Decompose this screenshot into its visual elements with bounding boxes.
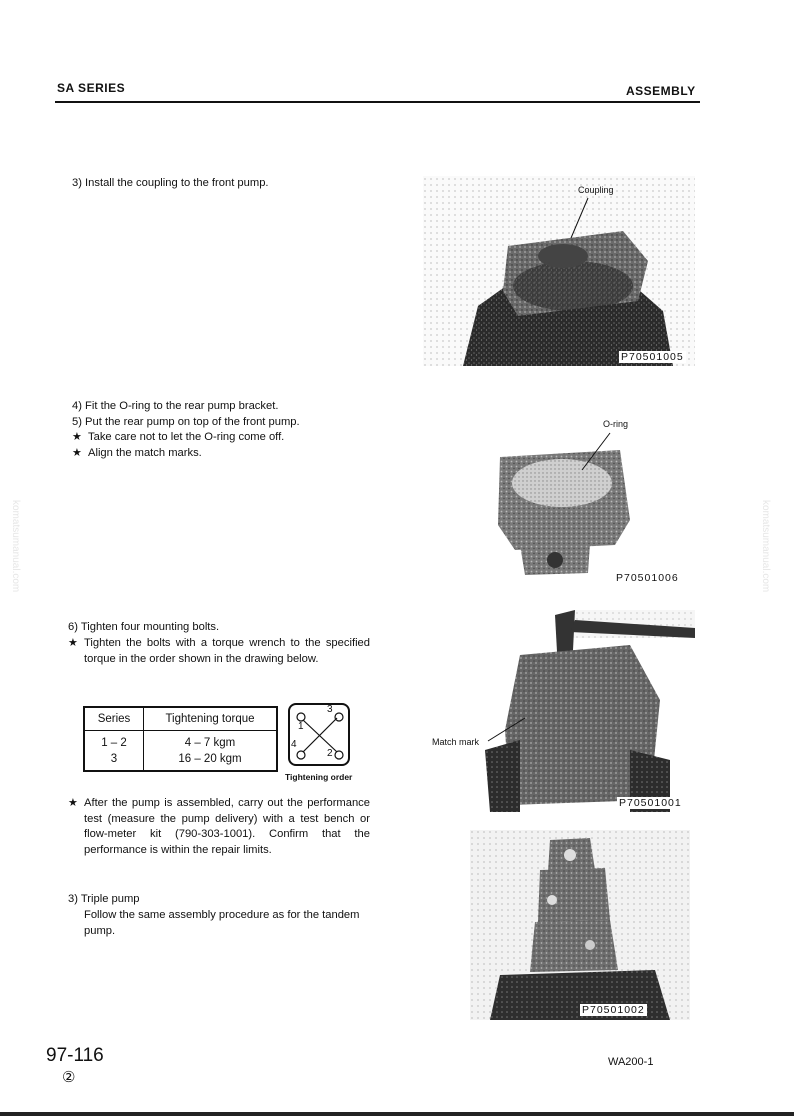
tightening-order-caption: Tightening order: [285, 772, 353, 782]
model-code: WA200-1: [608, 1056, 654, 1068]
triple-pump-title: 3) Triple pump: [68, 893, 140, 905]
pump-match-mark-image: [430, 610, 695, 812]
bolt-pattern-icon: [285, 700, 355, 770]
tightening-order-diagram: [285, 700, 355, 770]
star-icon: ★: [68, 637, 79, 649]
pump-oring-image: [470, 415, 695, 587]
photo-coupling-code: P70501005: [621, 351, 684, 363]
photo-match-mark-code: P70501001: [619, 797, 682, 809]
watermark-left: komatsumanual.com: [10, 500, 21, 593]
order-num-1: 1: [298, 721, 304, 732]
star-icon: ★: [68, 797, 79, 809]
page-number: 97-116: [46, 1045, 104, 1066]
header-section: ASSEMBLY: [626, 84, 696, 98]
photo-oring-code: P70501006: [616, 572, 679, 584]
order-num-4: 4: [291, 739, 297, 750]
step-6-note: [68, 636, 370, 667]
step-6-note-text: Tighten the bolts with a torque wrench to the specified torque in the order shown in the drawing below.: [84, 637, 370, 665]
col-torque: Tightening torque: [144, 707, 278, 731]
step-5: 5) Put the rear pump on top of the front pump.: [72, 415, 300, 428]
note-match-text: Align the match marks.: [88, 446, 202, 459]
cell-torque: 16 – 20 kgm: [144, 751, 278, 771]
step-4: 4) Fit the O-ring to the rear pump bracket.: [72, 400, 279, 412]
photo-oring-label: O-ring: [603, 419, 629, 429]
watermark-right: komatsumanual.com: [760, 500, 771, 593]
note-match: [72, 446, 362, 462]
table-row: [84, 751, 277, 771]
note-oring: [72, 430, 362, 446]
steps-4-5: [72, 399, 362, 461]
photo-match-mark-label: Match mark: [432, 737, 480, 747]
photo-oring: [470, 415, 695, 587]
col-series: Series: [84, 707, 144, 731]
pump-coupling-image: [423, 176, 695, 366]
note-oring-text: Take care not to let the O-ring come off.: [88, 431, 285, 443]
cell-series: 1 – 2: [84, 731, 144, 752]
revision-mark: ②: [62, 1069, 76, 1086]
order-num-3: 3: [327, 704, 333, 715]
star-icon: ★: [72, 446, 83, 459]
photo-triple-pump-code: P70501002: [582, 1004, 645, 1016]
bottom-border: [0, 1112, 794, 1116]
cell-torque: 4 – 7 kgm: [144, 731, 278, 752]
torque-table: [83, 706, 278, 772]
step-3-text: 3) Install the coupling to the front pump.: [72, 177, 269, 189]
photo-match-mark: [430, 610, 695, 812]
torque-table-header: [84, 707, 277, 731]
triple-pump-text: Follow the same assembly procedure as for the tandem pump.: [84, 909, 360, 937]
step-6-line: 6) Tighten four mounting bolts.: [68, 621, 220, 633]
order-num-2: 2: [327, 748, 333, 759]
triple-pump-image: [470, 830, 690, 1020]
header-series: SA SERIES: [57, 81, 126, 95]
performance-test-note: [68, 796, 370, 858]
star-icon: ★: [72, 431, 83, 443]
photo-coupling: [423, 176, 695, 366]
cell-series: 3: [84, 751, 144, 771]
photo-triple-pump: [470, 830, 690, 1020]
photo-coupling-label: Coupling: [578, 185, 614, 195]
header-rule: [55, 101, 700, 103]
performance-test-note-text: After the pump is assembled, carry out the performance test (measure the pump delivery) with a test bench or flow-meter kit (790-303-1001). Confirm that the performance is within the repair limits.: [84, 797, 370, 856]
table-row: [84, 731, 277, 752]
